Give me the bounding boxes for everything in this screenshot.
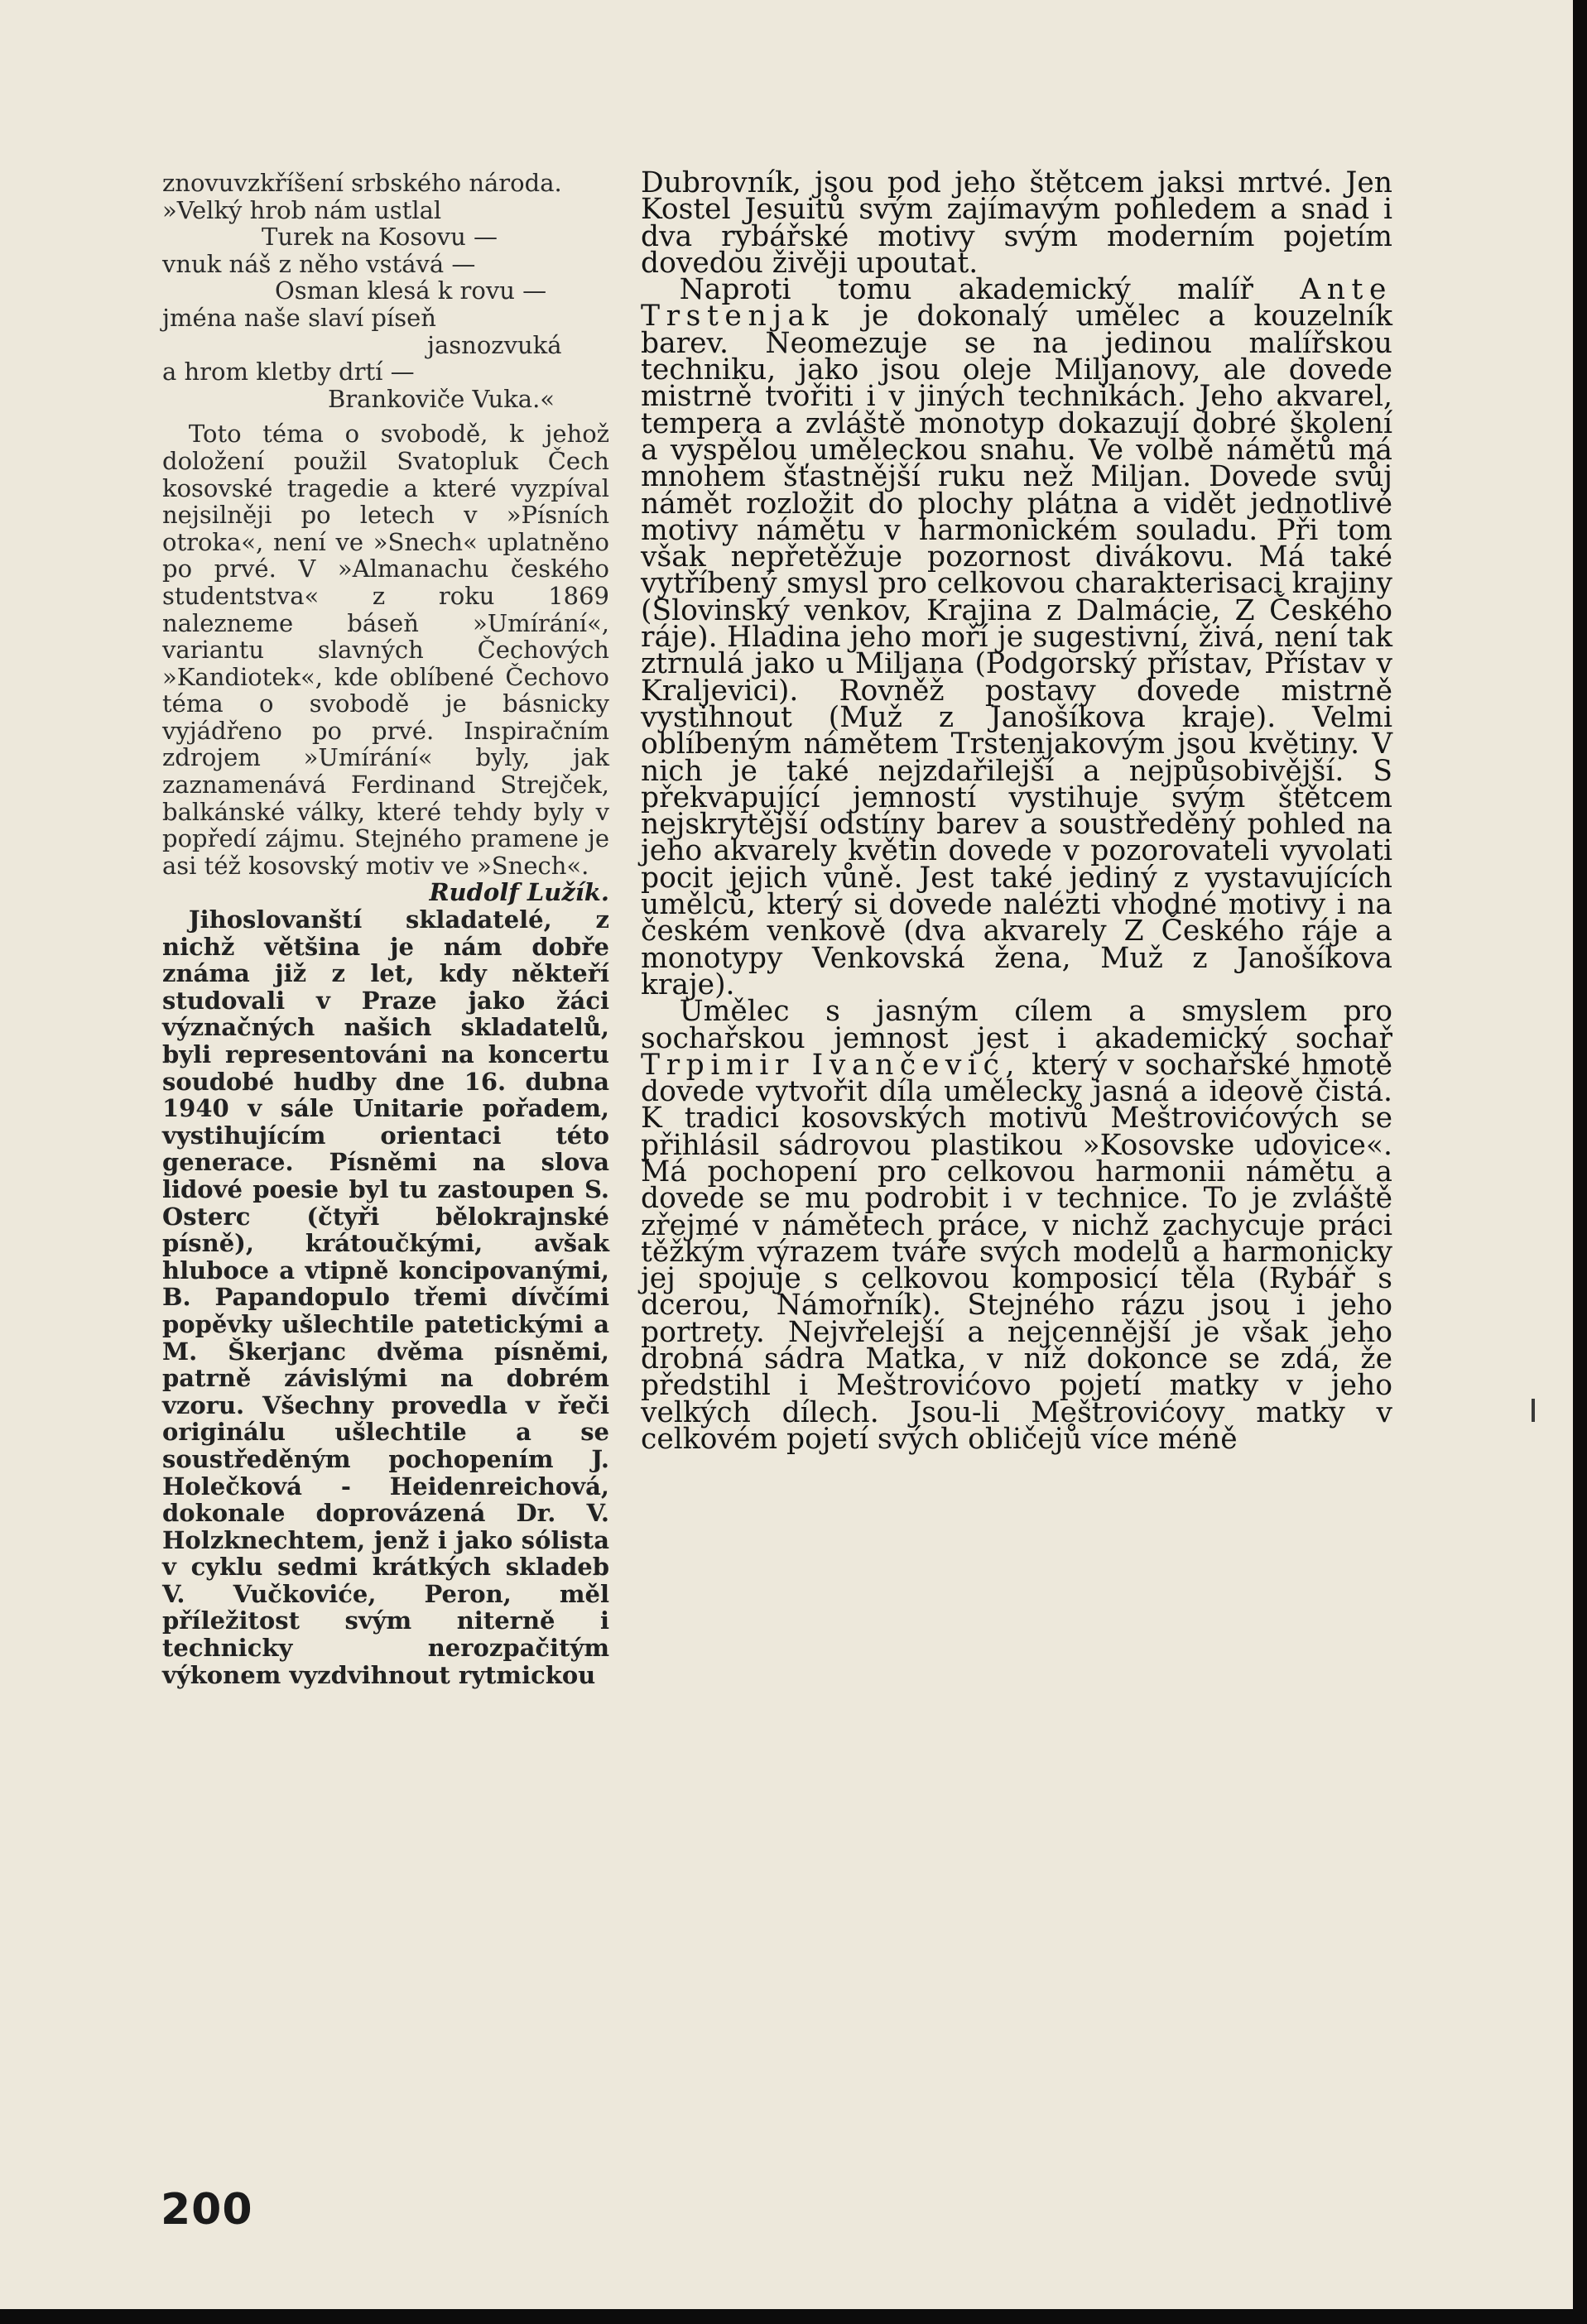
- poem: [162, 197, 609, 413]
- left-column: [162, 170, 609, 1688]
- margin-mark: [1532, 1399, 1535, 1422]
- page-number: 200: [161, 2185, 253, 2235]
- paragraph-text: Umělec s jasným cílem a smyslem pro sochařskou jemnost jest i akademický sochař: [641, 995, 1392, 1055]
- article-paragraph: [641, 995, 1392, 1456]
- poem-line: jména naše slaví píseň: [162, 303, 436, 332]
- section-heading: Jihoslovanští skladatelé,: [188, 905, 552, 934]
- artist-name: Ante Trstenjak: [641, 273, 1392, 334]
- paragraph-text: je dokonalý umělec a kouzelník barev. Neomezuje se na jedinou malířskou techniku, jako jsou oleje Miljanovy, ale dovede mistrně tvořiti i v jiných technikách. Jeho akvarel, tempera a zvláště monotyp dokazují dobré školení a vyspělou uměleckou snahu. Ve volbě námětů má mnohem šťastnější ruku než Miljan. Dovede svůj námět rozložit do plochy plátna a vidět jednotlivé motivy námětu v harmonickém souladu. Při tom však nepřetěžuje pozornost divákovu. Má také vytříbený smysl pro celkovou charakterisaci krajiny (Slovinský venkov, Krajina z Dalmácie, Z Českého ráje). Hladina jeho moří je sugestivní, živá, není tak ztrnulá jako u Miljana (Podgorský přístav, Přístav v Kraljevici). Rovněž postavy dovede mistrně vystihnout (Muž z Janošíkova kraje). Velmi oblíbeným námětem Trstenjakovým jsou květiny. V nich je také nejzdařilejší a nejpůsobivější. S překvapující jemností vystihuje svým štětcem nejskrytější odstíny barev a soustředěný pohled na jeho akvarely květin dovede v pozorovateli vyvolati pocit jejich vůně. Jest také jediný z vystavujících umělců, který si dovede nalézti vhodné motivy i na českém venkově (dva akvarely Z Českého ráje a monotypy Venkovská žena, Muž z Janošíkova kraje).: [641, 300, 1392, 1001]
- intro-text: znovuvzkříšení srbského národa.: [162, 169, 562, 197]
- section-body: z nichž většina je nám dobře známa již z let, kdy někteří studovali v Praze jako žáci význačných našich skladatelů, byli representováni na koncertu soudobé hudby dne 16. dubna 1940 v sále Unitarie pořadem, vystihujícím orientaci této generace. Písněmi na slova lidové poesie byl tu zastoupen S. Osterc (čtyři bělokrajnské písně), krátoučkými, avšak hluboce a vtipně koncipovanými, B. Papandopulo třemi dívčími popěvky ušlechtile patetickými a M. Škerjanc dvěma písněmi, patrně závislými na dobrém vzoru. Všechny provedla v řeči originálu ušlechtile a se soustředěným pochopením J. Holečková - Heidenreichová, dokonale doprovázená Dr. V. Holzknechtem, jenž i jako sólista v cyklu sedmi krátkých skladeb V. Vučkoviće, Peron, měl příležitost svým niterně i technicky nerozpačitým výkonem vyzdvihnout rytmickou: [162, 905, 609, 1689]
- right-column: [641, 166, 1392, 1456]
- artist-name: Trpimir Ivančević,: [641, 1048, 1021, 1082]
- poem-line: »Velký hrob nám ustlal: [162, 195, 442, 224]
- poem-line: Osman klesá k rovu —: [275, 276, 547, 305]
- section-paragraph: [162, 906, 609, 1688]
- article-paragraph: [641, 273, 1392, 1001]
- article-paragraph: Dubrovník, jsou pod jeho štětcem jaksi mrtvé. Jen Kostel Jesuitů svým zajímavým pohledem a snad i dva rybářské motivy svým moderním pojetím dovedou živěji upoutat.: [641, 166, 1392, 280]
- poem-line: Turek na Kosovu —: [262, 223, 498, 252]
- poem-line: vnuk náš z něho vstává —: [162, 249, 476, 278]
- paragraph-text: Naproti tomu akademický malíř: [679, 273, 1253, 307]
- poem-line: jasnozvuká: [427, 330, 562, 359]
- poem-line: Brankoviče Vuka.«: [328, 384, 555, 413]
- paragraph-text: který v sochařské hmotě dovede vytvořit díla umělecky jasná a ideově čistá. K tradici kosovských motivů Meštrovićových se přihlásil sádrovou plastikou »Kosovske udovice«. Má pochopení pro celkovou harmonii námětu a dovede se mu podrobit i v technice. To je zvláště zřejmé v námětech práce, v nichž zachycuje práci těžkým výrazem tváře svých modelů a harmonicky jej spojuje s celkovou komposicí těla (Rybář s dcerou, Námořník). Stejného rázu jsou i jeho portrety. Nejvřelejší a nejcennější je však jeho drobná sádra Matka, v níž dokonce se zdá, že předstihl i Meštrovićovo pojetí matky v jeho velkých dílech. Jsou-li Meštrovićovy matky v celkovém pojetí svých obličejů více méně: [641, 1048, 1392, 1456]
- author-signature: Rudolf Lužík.: [429, 878, 609, 907]
- article-paragraph: Toto téma o svobodě, k jehož doložení použil Svatopluk Čech kosovské tragedie a které vyzpíval nejsilněji po letech v »Písních otroka«, není ve »Snech« uplatněno po prvé. V »Almanachu českého studentstva« z roku 1869 nalezneme báseň »Umírání«, variantu slavných Čechových »Kandiotek«, kde oblíbené Čechovo téma o svobodě je básnicky vyjádřeno po prvé. Inspiračním zdrojem »Umírání« byly, jak zaznamenává Ferdinand Strejček, balkánské války, které tehdy byly v popředí zájmu. Stejného pramene je asi též kosovský motiv ve »Snech«.: [162, 420, 609, 880]
- poem-line: a hrom kletby drtí —: [162, 358, 415, 387]
